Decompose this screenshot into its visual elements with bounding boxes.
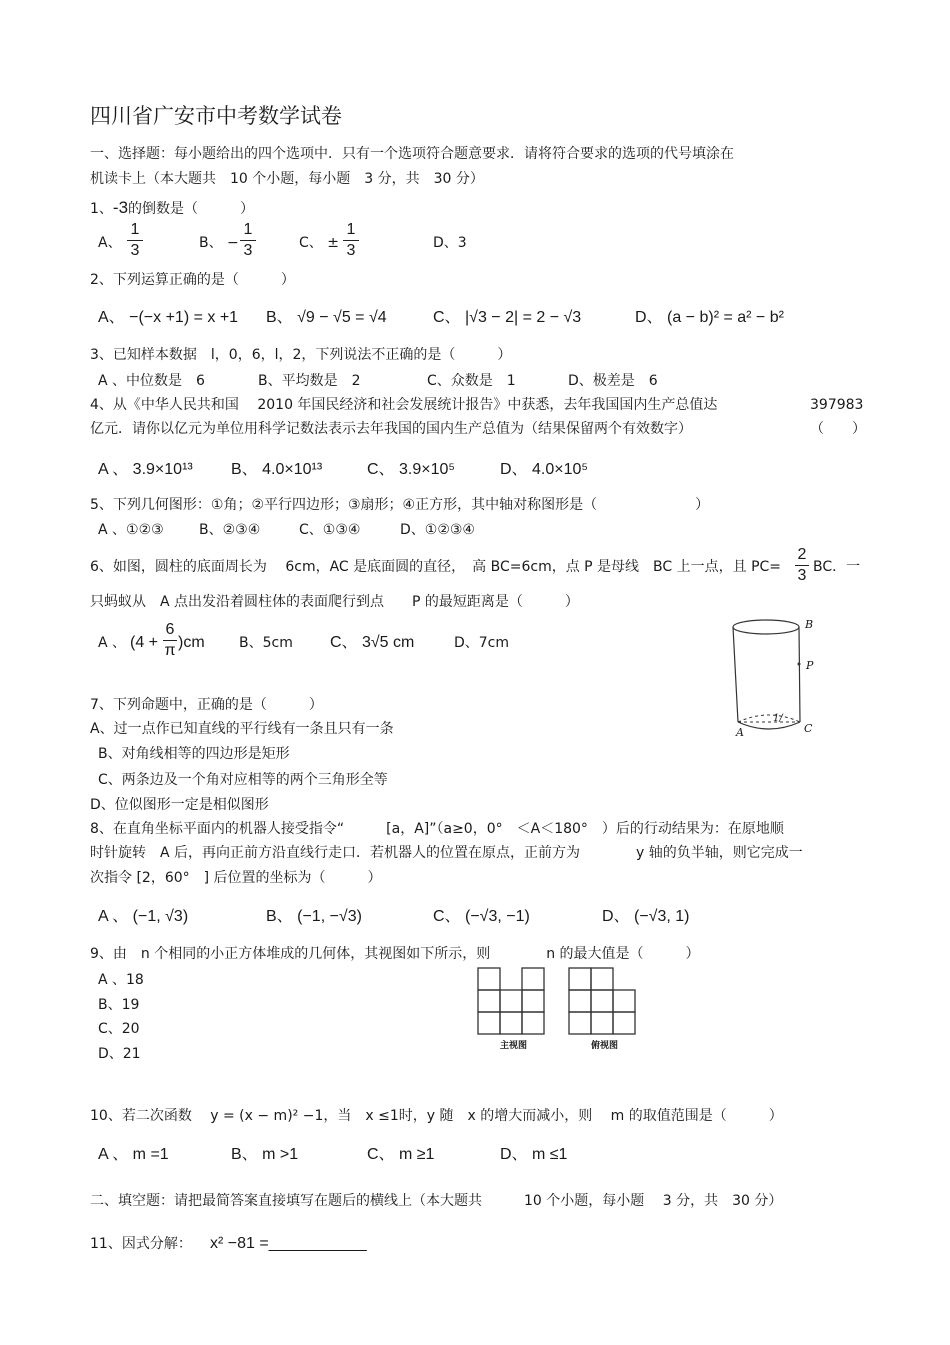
q6-ratio-fraction: 2 3: [794, 545, 810, 586]
q3-stem: 3、已知样本数据 l，0，6，l，2，下列说法不正确的是（ ）: [90, 347, 512, 363]
q9-option-d: D、21: [98, 1046, 141, 1062]
q5-stem: 5、下列几何图形：①角；②平行四边形；③扇形；④正方形，其中轴对称图形是（ ）: [90, 497, 710, 513]
q2-option-c: C、 |√3 − 2| = 2 − √3: [433, 309, 582, 326]
q8-stem-line3: 次指令 [2，60° ] 后位置的坐标为（ ）: [90, 870, 382, 886]
q8-stem-line1: 8、在直角坐标平面内的机器人接受指令“ [a，A]”（a≥0，0° ＜A＜180° ）后的行动结果为：在原地顺: [90, 821, 784, 837]
front-view-grid: [476, 966, 548, 1036]
q10-option-d: D、 m ≤1: [500, 1146, 568, 1163]
q1-option-b-label: B、 −: [199, 235, 239, 251]
q1-option-b-fraction: 1 3: [239, 220, 257, 261]
q6-stem-line1-end: BC．一: [813, 559, 861, 575]
q1-option-a-fraction: 1 3: [126, 220, 144, 261]
q8-option-d: D、 (−√3, 1): [602, 908, 690, 925]
q1-stem: 1、-3的倒数是（ ）: [90, 198, 255, 217]
q3-option-a: A 、中位数是 6: [98, 373, 205, 389]
q5-option-a: A 、①②③: [98, 522, 164, 538]
top-view-grid: [567, 966, 639, 1036]
q11-expression: x² −81 =___________: [210, 1235, 367, 1252]
q4-option-a: A 、 3.9×10¹³: [98, 461, 193, 478]
fig-label-p: P: [806, 659, 814, 672]
q5-option-b: B、②③④: [199, 522, 261, 538]
q6-stem-line2: 只蚂蚁从 A 点出发沿着圆柱体的表面爬行到点 P 的最短距离是（ ）: [90, 594, 579, 610]
q4-answer-paren: （ ）: [810, 421, 866, 437]
q10-option-a: A 、 m =1: [98, 1146, 169, 1163]
fig-label-a: A: [736, 726, 744, 739]
section2-header: 二、填空题：请把最简答案直接填写在题后的横线上（本大题共 10 个小题，每小题 3 分，共 30 分）: [90, 1193, 783, 1209]
q1-option-d: D、3: [433, 235, 467, 251]
q4-option-d: D、 4.0×10⁵: [500, 461, 589, 478]
q3-option-b: B、平均数是 2: [258, 373, 361, 389]
top-view-label: 俯视图: [591, 1041, 619, 1051]
q4-stem-line2: 亿元．请你以亿元为单位用科学记数法表示去年我国的国内生产总值为（结果保留两个有效数字）: [90, 421, 692, 437]
q6-option-a-part2: )cm: [178, 634, 205, 651]
q2-option-a: A、 −(−x +1) = x +1: [98, 309, 239, 326]
q3-option-d: D、极差是 6: [568, 373, 658, 389]
q7-option-c: C、两条边及一个角对应相等的两个三角形全等: [98, 772, 388, 788]
q6-option-a-part1: (4 +: [130, 634, 159, 651]
q2-stem: 2、下列运算正确的是（ ）: [90, 272, 295, 288]
q4-stem-number: 397983: [810, 397, 864, 413]
q1-option-c-label: C、 ±: [299, 235, 339, 251]
section1-line1: 一、选择题：每小题给出的四个选项中．只有一个选项符合题意要求．请将符合要求的选项的代号填涂在: [90, 146, 734, 162]
q6-option-a-label: A 、: [98, 635, 127, 651]
q1-option-a-label: A、: [98, 235, 122, 251]
q11-stem: 11、因式分解：: [90, 1236, 192, 1252]
q10-option-b: B、 m >1: [231, 1146, 299, 1163]
q2-option-d: D、 (a − b)² = a² − b²: [635, 309, 784, 326]
q8-stem-line2: 时针旋转 A 后，再向正前方沿直线行走口．若机器人的位置在原点，正前方为 y 轴的负半轴，则它完成一: [90, 845, 803, 861]
section1-line2: 机读卡上（本大题共 10 个小题，每小题 3 分，共 30 分）: [90, 171, 484, 187]
q8-option-c: C、 (−√3, −1): [433, 908, 530, 925]
front-view-label: 主视图: [500, 1041, 528, 1051]
q10-option-c: C、 m ≥1: [367, 1146, 435, 1163]
q8-option-b: B、 (−1, −√3): [266, 908, 362, 925]
q8-option-a: A 、 (−1, √3): [98, 908, 189, 925]
q10-stem: 10、若二次函数 y = (x − m)² −1，当 x ≤1时，y 随 x 的增大而减小，则 m 的取值范围是（ ）: [90, 1108, 783, 1124]
q4-option-b: B、 4.0×10¹³: [231, 461, 323, 478]
q6-option-d: D、7cm: [454, 635, 510, 651]
q6-option-a-fraction: 6 π: [164, 621, 176, 659]
q3-option-c: C、众数是 1: [427, 373, 516, 389]
fig-label-mid: 1/: [773, 713, 783, 724]
q7-option-a: A、过一点作已知直线的平行线有一条且只有一条: [90, 721, 394, 737]
q1-option-c-fraction: 1 3: [342, 220, 360, 261]
q5-option-c: C、①③④: [299, 522, 361, 538]
q9-option-b: B、19: [98, 997, 140, 1013]
fig-label-c: C: [804, 722, 813, 735]
q2-option-b: B、 √9 − √5 = √4: [266, 309, 387, 326]
fig-label-b: B: [805, 618, 814, 631]
q6-option-c: C、 3√5 cm: [330, 634, 415, 651]
q7-option-d: D、位似图形一定是相似图形: [90, 797, 269, 813]
q7-stem: 7、下列命题中，正确的是（ ）: [90, 697, 323, 713]
q4-option-c: C、 3.9×10⁵: [367, 461, 456, 478]
page-title: 四川省广安市中考数学试卷: [90, 104, 342, 128]
q4-stem-line1: 4、从《中华人民共和国 2010 年国民经济和社会发展统计报告》中获悉，去年我国国内生产总值达: [90, 397, 718, 413]
q6-stem-line1: 6、如图，圆柱的底面周长为 6cm，AC 是底面圆的直径， 高 BC=6cm，点 P 是母线 BC 上一点，且 PC=: [90, 559, 782, 575]
q9-option-a: A 、18: [98, 972, 144, 988]
q6-option-b: B、5cm: [239, 635, 293, 651]
q5-option-d: D、①②③④: [400, 522, 475, 538]
q9-stem: 9、由 n 个相同的小正方体堆成的几何体，其视图如下所示，则 n 的最大值是（ ）: [90, 946, 700, 962]
q9-option-c: C、20: [98, 1021, 140, 1037]
q7-option-b: B、对角线相等的四边形是矩形: [98, 746, 290, 762]
